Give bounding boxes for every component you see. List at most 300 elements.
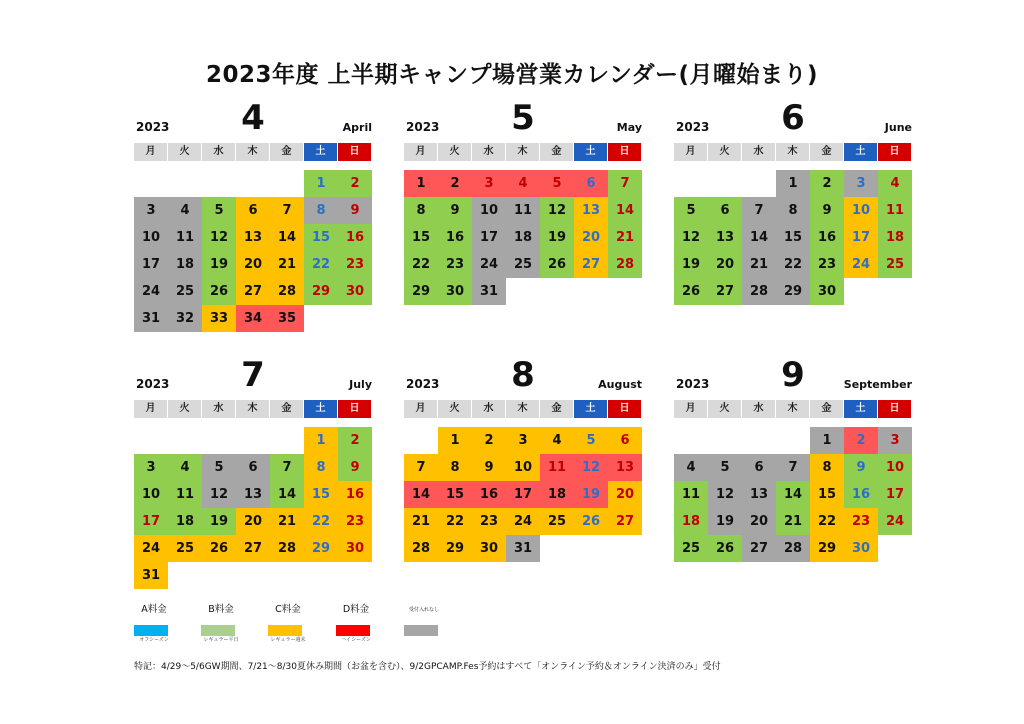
legend-item-closed bbox=[404, 603, 444, 644]
day-cell: 9 bbox=[810, 197, 844, 224]
month-number: 8 bbox=[511, 355, 535, 395]
day-cell: 21 bbox=[608, 224, 642, 251]
day-cell: 20 bbox=[608, 481, 642, 508]
empty-cell bbox=[168, 427, 202, 454]
day-cell: 16 bbox=[810, 224, 844, 251]
day-cell: 35 bbox=[270, 305, 304, 332]
legend-swatch bbox=[134, 625, 168, 636]
legend-label: B料金 bbox=[208, 604, 234, 615]
weekday-header: 水 bbox=[202, 143, 236, 161]
day-cell: 18 bbox=[506, 224, 540, 251]
day-cell: 20 bbox=[574, 224, 608, 251]
day-cell: 4 bbox=[506, 170, 540, 197]
month-september bbox=[674, 357, 912, 562]
day-cell: 16 bbox=[472, 481, 506, 508]
day-cell: 22 bbox=[304, 251, 338, 278]
empty-cell bbox=[202, 427, 236, 454]
month-number: 4 bbox=[241, 98, 265, 138]
day-cell: 13 bbox=[708, 224, 742, 251]
weekday-header: 日 bbox=[338, 400, 372, 418]
day-cell: 5 bbox=[202, 454, 236, 481]
day-cell: 17 bbox=[472, 224, 506, 251]
day-cell: 14 bbox=[404, 481, 438, 508]
day-cell: 5 bbox=[574, 427, 608, 454]
day-cell: 1 bbox=[810, 427, 844, 454]
month-number: 9 bbox=[781, 355, 805, 395]
month-may bbox=[404, 100, 642, 305]
day-cell: 4 bbox=[168, 197, 202, 224]
day-cell: 20 bbox=[708, 251, 742, 278]
day-cell: 3 bbox=[472, 170, 506, 197]
day-cell: 25 bbox=[878, 251, 912, 278]
day-cell: 6 bbox=[236, 197, 270, 224]
day-cell: 1 bbox=[304, 170, 338, 197]
day-cell: 18 bbox=[540, 481, 574, 508]
legend-desc: レギュラー週末 bbox=[270, 637, 306, 643]
day-cell: 6 bbox=[608, 427, 642, 454]
day-cell: 24 bbox=[134, 278, 168, 305]
month-july bbox=[134, 357, 372, 589]
day-cell: 3 bbox=[134, 197, 168, 224]
day-cell: 23 bbox=[844, 508, 878, 535]
day-cell: 25 bbox=[674, 535, 708, 562]
weekday-header: 火 bbox=[438, 143, 472, 161]
day-cell: 15 bbox=[304, 224, 338, 251]
month-year: 2023 bbox=[406, 377, 440, 391]
day-cell: 33 bbox=[202, 305, 236, 332]
day-cell: 13 bbox=[236, 481, 270, 508]
day-cell: 28 bbox=[776, 535, 810, 562]
empty-cell bbox=[708, 170, 742, 197]
legend-swatch bbox=[201, 625, 235, 636]
day-cell: 30 bbox=[844, 535, 878, 562]
day-cell: 26 bbox=[708, 535, 742, 562]
legend-desc: ハイシーズン bbox=[341, 637, 371, 643]
month-name: April bbox=[342, 121, 372, 134]
day-cell: 6 bbox=[236, 454, 270, 481]
calendar-grid bbox=[404, 143, 642, 305]
day-cell: 7 bbox=[270, 454, 304, 481]
legend-desc: オフシーズン bbox=[139, 637, 169, 643]
day-cell: 24 bbox=[506, 508, 540, 535]
day-cell: 21 bbox=[776, 508, 810, 535]
day-cell: 2 bbox=[338, 427, 372, 454]
day-cell: 27 bbox=[742, 535, 776, 562]
day-cell: 16 bbox=[338, 481, 372, 508]
day-cell: 7 bbox=[404, 454, 438, 481]
legend-item-c bbox=[268, 603, 308, 644]
day-cell: 26 bbox=[540, 251, 574, 278]
day-cell: 11 bbox=[878, 197, 912, 224]
day-cell: 6 bbox=[574, 170, 608, 197]
day-cell: 22 bbox=[304, 508, 338, 535]
price-legend bbox=[134, 603, 454, 643]
weekday-header: 火 bbox=[708, 400, 742, 418]
weekday-header: 金 bbox=[810, 400, 844, 418]
day-cell: 27 bbox=[574, 251, 608, 278]
weekday-header: 火 bbox=[708, 143, 742, 161]
weekday-header: 火 bbox=[168, 143, 202, 161]
day-cell: 1 bbox=[438, 427, 472, 454]
weekday-header: 金 bbox=[540, 400, 574, 418]
weekday-header: 月 bbox=[404, 400, 438, 418]
legend-desc: レギュラー平日 bbox=[203, 637, 239, 643]
month-number: 7 bbox=[241, 355, 265, 395]
day-cell: 21 bbox=[404, 508, 438, 535]
day-cell: 10 bbox=[878, 454, 912, 481]
day-cell: 28 bbox=[608, 251, 642, 278]
empty-cell bbox=[168, 170, 202, 197]
day-cell: 10 bbox=[844, 197, 878, 224]
weekday-header: 金 bbox=[810, 143, 844, 161]
day-cell: 25 bbox=[168, 535, 202, 562]
day-cell: 32 bbox=[168, 305, 202, 332]
weekday-header: 月 bbox=[134, 143, 168, 161]
month-number: 6 bbox=[781, 98, 805, 138]
day-cell: 3 bbox=[844, 170, 878, 197]
day-cell: 19 bbox=[540, 224, 574, 251]
day-cell: 4 bbox=[540, 427, 574, 454]
weekday-header: 木 bbox=[776, 400, 810, 418]
day-cell: 20 bbox=[236, 251, 270, 278]
weekday-header: 日 bbox=[338, 143, 372, 161]
weekday-header: 日 bbox=[878, 400, 912, 418]
legend-label: C料金 bbox=[275, 604, 301, 615]
month-year: 2023 bbox=[676, 377, 710, 391]
month-year: 2023 bbox=[406, 120, 440, 134]
day-cell: 2 bbox=[810, 170, 844, 197]
day-cell: 27 bbox=[608, 508, 642, 535]
day-cell: 29 bbox=[810, 535, 844, 562]
weekday-header: 水 bbox=[742, 143, 776, 161]
day-cell: 8 bbox=[438, 454, 472, 481]
day-cell: 15 bbox=[810, 481, 844, 508]
weekday-header: 土 bbox=[574, 400, 608, 418]
empty-cell bbox=[236, 427, 270, 454]
day-cell: 9 bbox=[338, 454, 372, 481]
weekday-header: 火 bbox=[438, 400, 472, 418]
weekday-header: 水 bbox=[202, 400, 236, 418]
weekday-header: 土 bbox=[844, 400, 878, 418]
day-cell: 7 bbox=[270, 197, 304, 224]
day-cell: 23 bbox=[338, 251, 372, 278]
day-cell: 10 bbox=[134, 481, 168, 508]
day-cell: 4 bbox=[168, 454, 202, 481]
day-cell: 18 bbox=[168, 508, 202, 535]
day-cell: 19 bbox=[674, 251, 708, 278]
month-june bbox=[674, 100, 912, 305]
day-cell: 8 bbox=[404, 197, 438, 224]
day-cell: 12 bbox=[674, 224, 708, 251]
day-cell: 27 bbox=[236, 535, 270, 562]
day-cell: 11 bbox=[168, 481, 202, 508]
day-cell: 21 bbox=[270, 251, 304, 278]
day-cell: 24 bbox=[472, 251, 506, 278]
day-cell: 25 bbox=[540, 508, 574, 535]
day-cell: 12 bbox=[202, 481, 236, 508]
day-cell: 14 bbox=[742, 224, 776, 251]
month-name: July bbox=[349, 378, 372, 391]
day-cell: 17 bbox=[506, 481, 540, 508]
day-cell: 4 bbox=[674, 454, 708, 481]
day-cell: 9 bbox=[438, 197, 472, 224]
month-year: 2023 bbox=[136, 377, 170, 391]
calendar-grid bbox=[134, 400, 372, 589]
day-cell: 22 bbox=[810, 508, 844, 535]
day-cell: 17 bbox=[134, 251, 168, 278]
day-cell: 29 bbox=[304, 535, 338, 562]
weekday-header: 月 bbox=[134, 400, 168, 418]
legend-item-a bbox=[134, 603, 174, 644]
day-cell: 13 bbox=[742, 481, 776, 508]
day-cell: 17 bbox=[134, 508, 168, 535]
calendar-grid bbox=[674, 400, 912, 562]
day-cell: 16 bbox=[438, 224, 472, 251]
day-cell: 14 bbox=[270, 224, 304, 251]
month-name: September bbox=[843, 378, 912, 391]
day-cell: 19 bbox=[202, 251, 236, 278]
day-cell: 31 bbox=[506, 535, 540, 562]
day-cell: 15 bbox=[404, 224, 438, 251]
day-cell: 16 bbox=[844, 481, 878, 508]
day-cell: 2 bbox=[844, 427, 878, 454]
day-cell: 1 bbox=[776, 170, 810, 197]
month-april bbox=[134, 100, 372, 332]
day-cell: 15 bbox=[438, 481, 472, 508]
day-cell: 8 bbox=[810, 454, 844, 481]
day-cell: 5 bbox=[708, 454, 742, 481]
day-cell: 26 bbox=[202, 535, 236, 562]
empty-cell bbox=[270, 170, 304, 197]
day-cell: 20 bbox=[236, 508, 270, 535]
legend-label: 受付入れなし bbox=[408, 607, 439, 613]
day-cell: 14 bbox=[776, 481, 810, 508]
day-cell: 30 bbox=[472, 535, 506, 562]
day-cell: 23 bbox=[438, 251, 472, 278]
day-cell: 29 bbox=[404, 278, 438, 305]
month-year: 2023 bbox=[136, 120, 170, 134]
day-cell: 22 bbox=[404, 251, 438, 278]
day-cell: 22 bbox=[438, 508, 472, 535]
weekday-header: 月 bbox=[674, 400, 708, 418]
day-cell: 2 bbox=[338, 170, 372, 197]
calendar-grid bbox=[404, 400, 642, 562]
empty-cell bbox=[674, 170, 708, 197]
day-cell: 12 bbox=[202, 224, 236, 251]
legend-swatch bbox=[336, 625, 370, 636]
day-cell: 23 bbox=[810, 251, 844, 278]
weekday-header: 土 bbox=[574, 143, 608, 161]
month-year: 2023 bbox=[676, 120, 710, 134]
day-cell: 15 bbox=[304, 481, 338, 508]
weekday-header: 水 bbox=[472, 143, 506, 161]
day-cell: 28 bbox=[270, 278, 304, 305]
empty-cell bbox=[776, 427, 810, 454]
day-cell: 12 bbox=[574, 454, 608, 481]
page-title: 2023年度 上半期キャンプ場営業カレンダー(月曜始まり) bbox=[205, 62, 819, 88]
weekday-header: 水 bbox=[472, 400, 506, 418]
weekday-header: 火 bbox=[168, 400, 202, 418]
day-cell: 23 bbox=[338, 508, 372, 535]
empty-cell bbox=[742, 427, 776, 454]
day-cell: 17 bbox=[844, 224, 878, 251]
day-cell: 18 bbox=[878, 224, 912, 251]
day-cell: 2 bbox=[472, 427, 506, 454]
day-cell: 18 bbox=[168, 251, 202, 278]
weekday-header: 土 bbox=[304, 400, 338, 418]
day-cell: 5 bbox=[540, 170, 574, 197]
day-cell: 14 bbox=[608, 197, 642, 224]
day-cell: 10 bbox=[134, 224, 168, 251]
month-name: May bbox=[616, 121, 642, 134]
day-cell: 34 bbox=[236, 305, 270, 332]
day-cell: 10 bbox=[506, 454, 540, 481]
legend-label: A料金 bbox=[141, 604, 167, 615]
day-cell: 15 bbox=[776, 224, 810, 251]
day-cell: 30 bbox=[338, 535, 372, 562]
empty-cell bbox=[708, 427, 742, 454]
day-cell: 7 bbox=[742, 197, 776, 224]
day-cell: 31 bbox=[134, 562, 168, 589]
weekday-header: 木 bbox=[506, 400, 540, 418]
day-cell: 28 bbox=[742, 278, 776, 305]
footnote: 特記：4/29～5/6GW期間、7/21～8/30夏休み期間（お盆を含む）、9/2GPCAMP.Fes予約はすべて「オンライン予約＆オンライン決済のみ」受付 bbox=[134, 662, 721, 672]
empty-cell bbox=[404, 427, 438, 454]
day-cell: 29 bbox=[304, 278, 338, 305]
day-cell: 10 bbox=[472, 197, 506, 224]
empty-cell bbox=[202, 170, 236, 197]
weekday-header: 日 bbox=[608, 143, 642, 161]
month-august bbox=[404, 357, 642, 562]
day-cell: 3 bbox=[134, 454, 168, 481]
empty-cell bbox=[674, 427, 708, 454]
month-name: August bbox=[598, 378, 642, 391]
day-cell: 19 bbox=[202, 508, 236, 535]
day-cell: 5 bbox=[674, 197, 708, 224]
day-cell: 16 bbox=[338, 224, 372, 251]
weekday-header: 木 bbox=[506, 143, 540, 161]
day-cell: 30 bbox=[338, 278, 372, 305]
day-cell: 26 bbox=[202, 278, 236, 305]
day-cell: 24 bbox=[878, 508, 912, 535]
day-cell: 7 bbox=[776, 454, 810, 481]
calendar-grid bbox=[134, 143, 372, 332]
day-cell: 28 bbox=[270, 535, 304, 562]
day-cell: 11 bbox=[674, 481, 708, 508]
weekday-header: 金 bbox=[540, 143, 574, 161]
day-cell: 24 bbox=[134, 535, 168, 562]
day-cell: 13 bbox=[574, 197, 608, 224]
weekday-header: 木 bbox=[776, 143, 810, 161]
day-cell: 18 bbox=[674, 508, 708, 535]
day-cell: 8 bbox=[776, 197, 810, 224]
weekday-header: 土 bbox=[844, 143, 878, 161]
day-cell: 26 bbox=[674, 278, 708, 305]
empty-cell bbox=[134, 170, 168, 197]
day-cell: 9 bbox=[844, 454, 878, 481]
day-cell: 14 bbox=[270, 481, 304, 508]
day-cell: 2 bbox=[438, 170, 472, 197]
day-cell: 1 bbox=[404, 170, 438, 197]
day-cell: 17 bbox=[878, 481, 912, 508]
day-cell: 12 bbox=[708, 481, 742, 508]
legend-label: D料金 bbox=[342, 604, 370, 615]
day-cell: 29 bbox=[776, 278, 810, 305]
weekday-header: 日 bbox=[608, 400, 642, 418]
weekday-header: 木 bbox=[236, 400, 270, 418]
empty-cell bbox=[270, 427, 304, 454]
day-cell: 3 bbox=[878, 427, 912, 454]
day-cell: 19 bbox=[708, 508, 742, 535]
day-cell: 4 bbox=[878, 170, 912, 197]
day-cell: 13 bbox=[236, 224, 270, 251]
empty-cell bbox=[236, 170, 270, 197]
day-cell: 1 bbox=[304, 427, 338, 454]
day-cell: 21 bbox=[270, 508, 304, 535]
weekday-header: 土 bbox=[304, 143, 338, 161]
day-cell: 8 bbox=[304, 197, 338, 224]
day-cell: 22 bbox=[776, 251, 810, 278]
empty-cell bbox=[134, 427, 168, 454]
day-cell: 26 bbox=[574, 508, 608, 535]
day-cell: 23 bbox=[472, 508, 506, 535]
month-name: June bbox=[884, 121, 912, 134]
day-cell: 27 bbox=[236, 278, 270, 305]
legend-swatch bbox=[404, 625, 438, 636]
day-cell: 25 bbox=[168, 278, 202, 305]
legend-item-d bbox=[336, 603, 376, 644]
legend-swatch bbox=[268, 625, 302, 636]
day-cell: 11 bbox=[540, 454, 574, 481]
day-cell: 29 bbox=[438, 535, 472, 562]
day-cell: 3 bbox=[506, 427, 540, 454]
day-cell: 30 bbox=[810, 278, 844, 305]
day-cell: 27 bbox=[708, 278, 742, 305]
weekday-header: 月 bbox=[674, 143, 708, 161]
empty-cell bbox=[742, 170, 776, 197]
day-cell: 5 bbox=[202, 197, 236, 224]
weekday-header: 水 bbox=[742, 400, 776, 418]
day-cell: 6 bbox=[742, 454, 776, 481]
legend-item-b bbox=[201, 603, 241, 644]
day-cell: 12 bbox=[540, 197, 574, 224]
day-cell: 9 bbox=[338, 197, 372, 224]
day-cell: 28 bbox=[404, 535, 438, 562]
day-cell: 6 bbox=[708, 197, 742, 224]
day-cell: 20 bbox=[742, 508, 776, 535]
weekday-header: 日 bbox=[878, 143, 912, 161]
day-cell: 11 bbox=[168, 224, 202, 251]
day-cell: 31 bbox=[472, 278, 506, 305]
weekday-header: 金 bbox=[270, 143, 304, 161]
day-cell: 19 bbox=[574, 481, 608, 508]
day-cell: 11 bbox=[506, 197, 540, 224]
day-cell: 30 bbox=[438, 278, 472, 305]
weekday-header: 金 bbox=[270, 400, 304, 418]
weekday-header: 月 bbox=[404, 143, 438, 161]
day-cell: 13 bbox=[608, 454, 642, 481]
day-cell: 9 bbox=[472, 454, 506, 481]
day-cell: 25 bbox=[506, 251, 540, 278]
day-cell: 21 bbox=[742, 251, 776, 278]
day-cell: 31 bbox=[134, 305, 168, 332]
day-cell: 8 bbox=[304, 454, 338, 481]
legend-desc bbox=[404, 636, 444, 644]
day-cell: 24 bbox=[844, 251, 878, 278]
day-cell: 7 bbox=[608, 170, 642, 197]
weekday-header: 木 bbox=[236, 143, 270, 161]
month-number: 5 bbox=[511, 98, 535, 138]
